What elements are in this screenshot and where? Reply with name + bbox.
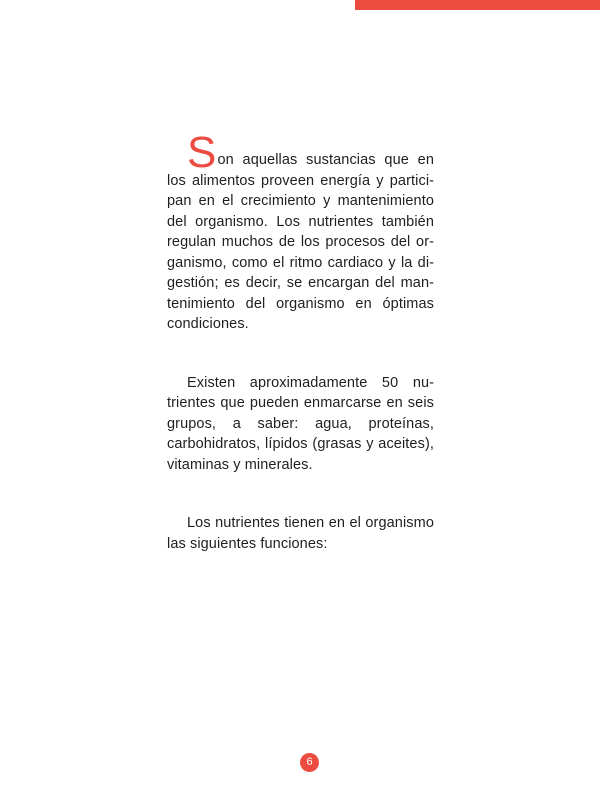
- drop-cap-initial: S: [187, 128, 217, 177]
- body-text: [167, 128, 434, 554]
- page-number-badge: 6: [300, 753, 319, 772]
- paragraph-functions: Los nutrientes tienen en el organismo las siguientes funciones:: [167, 515, 434, 552]
- top-accent-bar: [355, 0, 600, 10]
- paragraph-nutrient-groups: Existen aproximadamente 50 nutrientes que pueden enmarcarse en seis grupos, a saber: agua, proteínas, carbohidratos, lípidos (grasas y aceites), vitaminas y minerales.: [167, 374, 434, 473]
- paragraph-intro-text: on aquellas sustancias que en los alimentos proveen energía y participan en el crecimiento y mantenimiento del organismo. Los nutrientes también regulan muchos de los procesos del organismo, como el ritmo cardiaco y la digestión; es decir, se encargan del mantenimiento del organismo en óptimas condiciones.: [167, 152, 434, 332]
- paragraph-intro: [167, 128, 434, 335]
